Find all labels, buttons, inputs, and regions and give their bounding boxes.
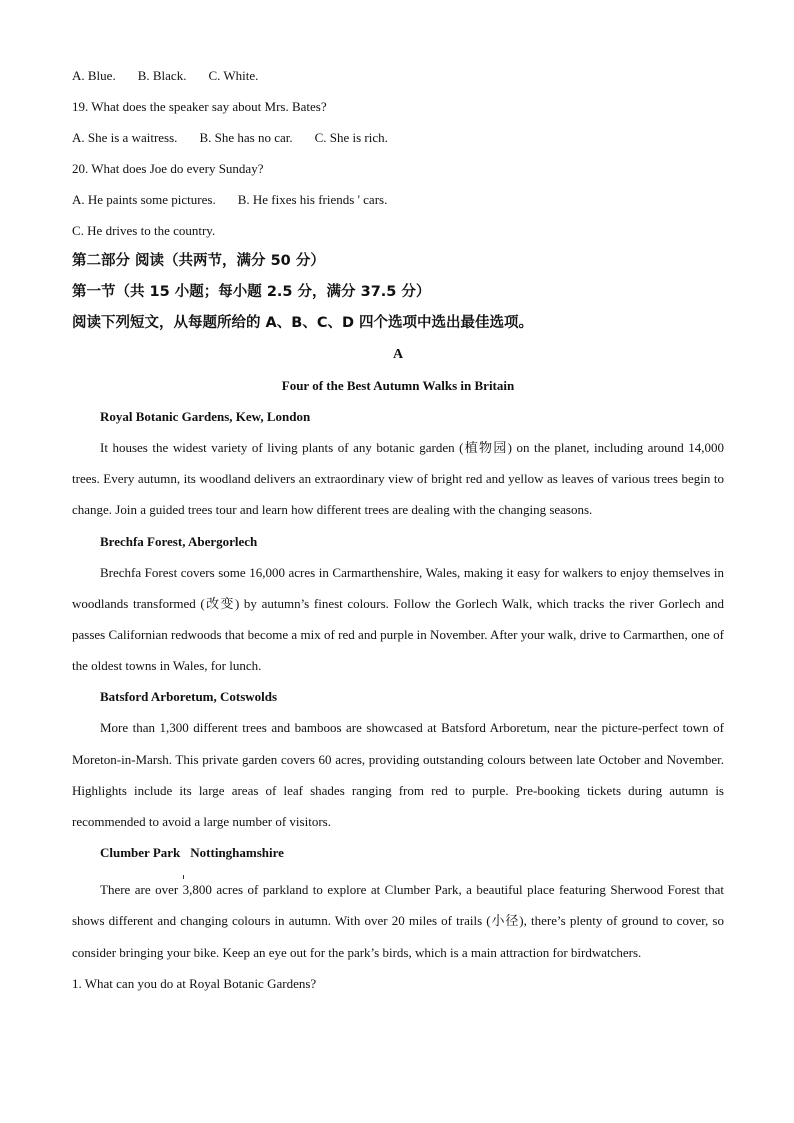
q20-options [72, 184, 724, 215]
q19-option-c: C. She is rich. [314, 130, 388, 145]
instruction: 阅读下列短文，从每题所给的 A、B、C、D 四个选项中选出最佳选项。 [72, 315, 534, 331]
q18-option-b: B. Black. [137, 68, 187, 83]
q18-options [72, 60, 724, 91]
place-text-kew: It houses the widest variety of living plants of any botanic garden (植物园) on the planet, including around 14,000 trees. Every autumn, its woodland delivers an extraordinary view of bright red and yellow as leaves of various trees begin to change. Join a guided trees tour and learn how different trees are dealing with the changing seasons. [72, 440, 724, 518]
place-text-clumber: There are over 3,800 acres of parkland to explore at Clumber Park, a beautiful place featuring Sherwood Forest that shows different and changing colours in autumn. With over 20 miles of trails (小径), there’s plenty of ground to cover, so consider bringing your bike. Keep an eye out for the park’s birds, which is a main attraction for birdwatchers. [72, 882, 724, 960]
place-heading-clumber-part2: Nottinghamshire [190, 845, 284, 861]
q20-option-c: C. He drives to the country. [72, 223, 216, 238]
place-text-batsford: More than 1,300 different trees and bamboos are showcased at Batsford Arboretum, near the picture-perfect town of Moreton-in-Marsh. This private garden covers 60 acres, providing outstanding colours between late October and November. Highlights include its large areas of leaf shades ranging from red to purple. Pre-booking tickets during autumn is recommended to avoid a large number of visitors. [72, 720, 724, 830]
q18-option-c: C. White. [208, 68, 259, 83]
part-title: 第二部分 阅读（共两节，满分 50 分） [72, 253, 325, 269]
section-title: 第一节（共 15 小题；每小题 2.5 分，满分 37.5 分） [72, 284, 431, 300]
exam-page [72, 60, 724, 999]
q20-stem: 20. What does Joe do every Sunday? [72, 161, 264, 176]
place-heading-brechfa: Brechfa Forest, Abergorlech [100, 533, 258, 549]
passage-letter: A [392, 347, 404, 362]
q19-option-b: B. She has no car. [199, 130, 293, 145]
q19-option-a: A. She is a waitress. [72, 130, 178, 145]
passage-title: Four of the Best Autumn Walks in Britain [281, 378, 515, 393]
q19-stem: 19. What does the speaker say about Mrs. Bates? [72, 99, 327, 114]
place-text-brechfa: Brechfa Forest covers some 16,000 acres in Carmarthenshire, Wales, making it easy for walkers to enjoy themselves in woodlands transformed (改变) by autumn’s finest colours. Follow the Gorlech Walk, which tracks the river Gorlech and passes Californian redwoods that become a mix of red and purple in November. After your walk, drive to Carmarthen, one of the oldest towns in Wales, for lunch. [72, 564, 724, 674]
place-heading-batsford: Batsford Arboretum, Cotswolds [100, 689, 278, 705]
place-heading-clumber [72, 837, 724, 868]
q20-option-a: A. He paints some pictures. [72, 192, 216, 207]
q18-option-a: A. Blue. [72, 68, 116, 83]
q19-options [72, 122, 724, 153]
place-heading-clumber-part1: Clumber Park [100, 845, 181, 861]
q20-option-b: B. He fixes his friends ' cars. [237, 192, 388, 207]
q1-stem: 1. What can you do at Royal Botanic Gardens? [72, 975, 317, 991]
place-heading-kew: Royal Botanic Gardens, Kew, London [100, 409, 311, 424]
